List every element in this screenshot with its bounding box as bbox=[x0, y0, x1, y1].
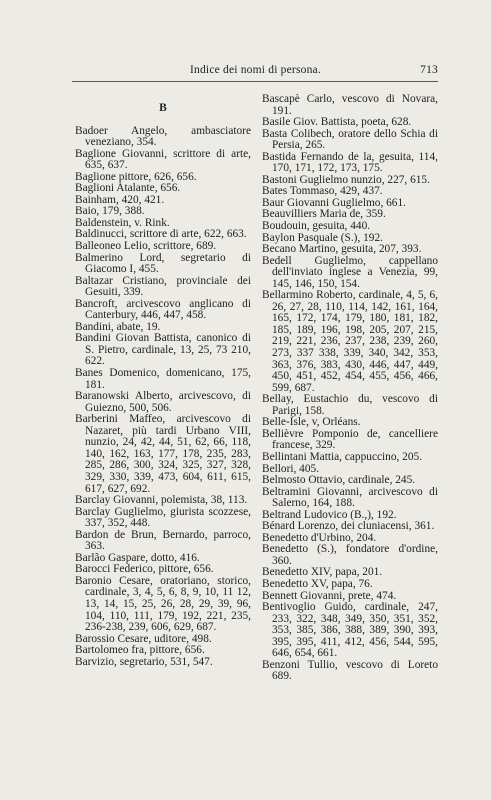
index-entry: Bardon de Brun, Bernardo, parroco, 363. bbox=[75, 528, 251, 553]
index-entry: Barocci Federico, pittore, 656. bbox=[75, 563, 214, 576]
index-entry: Benedetto (S.), fondatore d'ordine, 360. bbox=[262, 543, 438, 567]
section-letter: B bbox=[159, 102, 167, 114]
left-index-column bbox=[75, 94, 251, 668]
header-title: Indice dei nomi di persona. bbox=[190, 64, 321, 76]
index-entry: Badoer Angelo, ambasciatore veneziano, 354. bbox=[75, 124, 251, 149]
header-rule bbox=[72, 81, 438, 82]
index-entry: Beltrand Ludovico (B.,), 192. bbox=[262, 508, 397, 521]
index-entry: Barvizio, segretario, 531, 547. bbox=[75, 655, 213, 668]
index-entry: Beauvilliers Maria de, 359. bbox=[262, 208, 386, 221]
index-entry: Banes Domenico, domenicano, 175, 181. bbox=[75, 367, 251, 391]
index-entry: Basta Colibech, oratore dello Schia di Persia, 265. bbox=[262, 127, 438, 152]
index-entry: Baronio Cesare, oratoriano, storico, cardinale, 3, 4, 5, 6, 8, 9, 10, 11 12, 13, 14, 15, 25, 26, 28, 29, 39, 96, 104, 110, 111, 179, 192, 221, 235, 236-238, 239, 606, 629, 687. bbox=[75, 574, 251, 634]
index-entry: Bandini, abate, 19. bbox=[75, 320, 161, 333]
index-entry: Benzoni Tullio, vescovo di Loreto 689. bbox=[262, 658, 438, 683]
index-entry: Bastida Fernando de la, gesuita, 114, 170, 171, 172, 173, 175. bbox=[262, 150, 438, 175]
index-entry: Barclay Guglielmo, giurista scozzese, 337, 352, 448. bbox=[75, 505, 251, 530]
index-entry: Bénard Lorenzo, dei cluniacensi, 361. bbox=[262, 520, 435, 533]
page-number: 713 bbox=[420, 64, 438, 76]
index-entry: Belle-Isle, v, Orléans. bbox=[262, 416, 361, 429]
index-entry: Barossio Cesare, uditore, 498. bbox=[75, 632, 212, 645]
index-entry: Bastoni Guglielmo nunzio, 227, 615. bbox=[262, 173, 430, 186]
index-entry: Bates Tommaso, 429, 437. bbox=[262, 185, 383, 198]
index-entry: Bedell Guglielmo, cappellano dell'inviato inglese a Venezia, 99, 145, 146, 150, 154. bbox=[262, 254, 438, 290]
index-entry: Baglione pittore, 626, 656. bbox=[75, 170, 197, 183]
index-entry: Benedetto d'Urbino, 204. bbox=[262, 531, 377, 544]
index-entry: Bascapè Carlo, vescovo di Novara, 191. bbox=[262, 93, 438, 117]
index-entry: Basile Giov. Battista, poeta, 628. bbox=[262, 116, 412, 129]
index-entry: Beltramini Giovanni, arcivescovo di Salerno, 164, 188. bbox=[262, 485, 438, 510]
index-entry: Bancroft, arcivescovo anglicano di Canterbury, 446, 447, 458. bbox=[75, 297, 251, 322]
index-entry: Bartolomeo fra, pittore, 656. bbox=[75, 644, 205, 657]
index-entry: Becano Martino, gesuita, 207, 393. bbox=[262, 243, 422, 256]
index-entry: Baglione Giovanni, scrittore di arte, 635, 637. bbox=[75, 147, 251, 172]
index-entry: Baranowski Alberto, arcivescovo, di Guiezno, 500, 506. bbox=[75, 390, 251, 414]
index-entry: Balmerino Lord, segretario di Giacomo I, 455. bbox=[75, 251, 251, 276]
index-entry: Balleoneo Lelio, scrittore, 689. bbox=[75, 240, 217, 253]
right-index-column bbox=[262, 94, 438, 683]
index-entry: Bainham, 420, 421. bbox=[75, 193, 165, 206]
index-entry: Baltazar Cristiano, provinciale dei Gesuiti, 339. bbox=[75, 274, 251, 299]
index-entry: Baur Giovanni Guglielmo, 661. bbox=[262, 196, 406, 209]
index-entry: Baglioni Atalante, 656. bbox=[75, 182, 181, 195]
index-entry: Baio, 179, 388. bbox=[75, 205, 145, 218]
index-entry: Bandini Giovan Battista, canonico di S. Pietro, cardinale, 13, 25, 73 210, 622. bbox=[75, 332, 251, 368]
index-entry: Bellarmino Roberto, cardinale, 4, 5, 6, 26, 27, 28, 110, 114, 142, 161, 164, 165, 172, 174, 179, 180, 181, 182, 185, 189, 196, 198, 205, 207, 215, 219, 221, 236, 237, 238, 239, 260, 273, 337 338, 339, 340, 342, 353, 363, 376, 383, 430, 446, 447, 449, 450, 451, 452, 454, 455, 456, 466, 599, 687. bbox=[262, 289, 438, 394]
index-entry: Barberini Maffeo, arcivescovo di Nazaret, più tardi Urbano VIII, nunzio, 24, 42, 44, 51, 62, 66, 118, 140, 162, 163, 177, 178, 235, 283, 285, 286, 300, 324, 325, 327, 328, 329, 330, 339, 473, 604, 611, 615, 617, 627, 692. bbox=[75, 413, 251, 495]
index-entry: Baldinucci, scrittore di arte, 622, 663. bbox=[75, 228, 247, 241]
index-entry: Baylon Pasquale (S.), 192. bbox=[262, 231, 383, 244]
index-entry: Benedetto XV, papa, 76. bbox=[262, 577, 373, 590]
index-entry: Belmosto Ottavio, cardinale, 245. bbox=[262, 474, 416, 487]
index-entry: Benedetto XIV, papa, 201. bbox=[262, 566, 383, 579]
index-entry: Bellay, Eustachio du, vescovo di Parigi, 158. bbox=[262, 393, 438, 417]
index-entry: Boudouin, gesuita, 440. bbox=[262, 220, 371, 233]
index-entry: Baldenstein, v. Rink. bbox=[75, 216, 170, 229]
index-entry: Bellièvre Pomponio de, cancelliere francese, 329. bbox=[262, 427, 438, 452]
index-entry: Barclay Giovanni, polemista, 38, 113. bbox=[75, 494, 248, 507]
index-entry: Bennett Giovanni, prete, 474. bbox=[262, 589, 397, 602]
index-entry: Barlão Gaspare, dotto, 416. bbox=[75, 551, 200, 564]
index-entry: Bellintani Mattia, cappuccino, 205. bbox=[262, 450, 423, 463]
index-entry: Bellori, 405. bbox=[262, 462, 320, 475]
index-entry: Bentivoglio Guido, cardinale, 247, 233, 322, 348, 349, 350, 351, 352, 353, 385, 386, 388, 389, 390, 393, 395, 395, 411, 412, 456, 544, 595, 646, 654, 661. bbox=[262, 601, 438, 660]
